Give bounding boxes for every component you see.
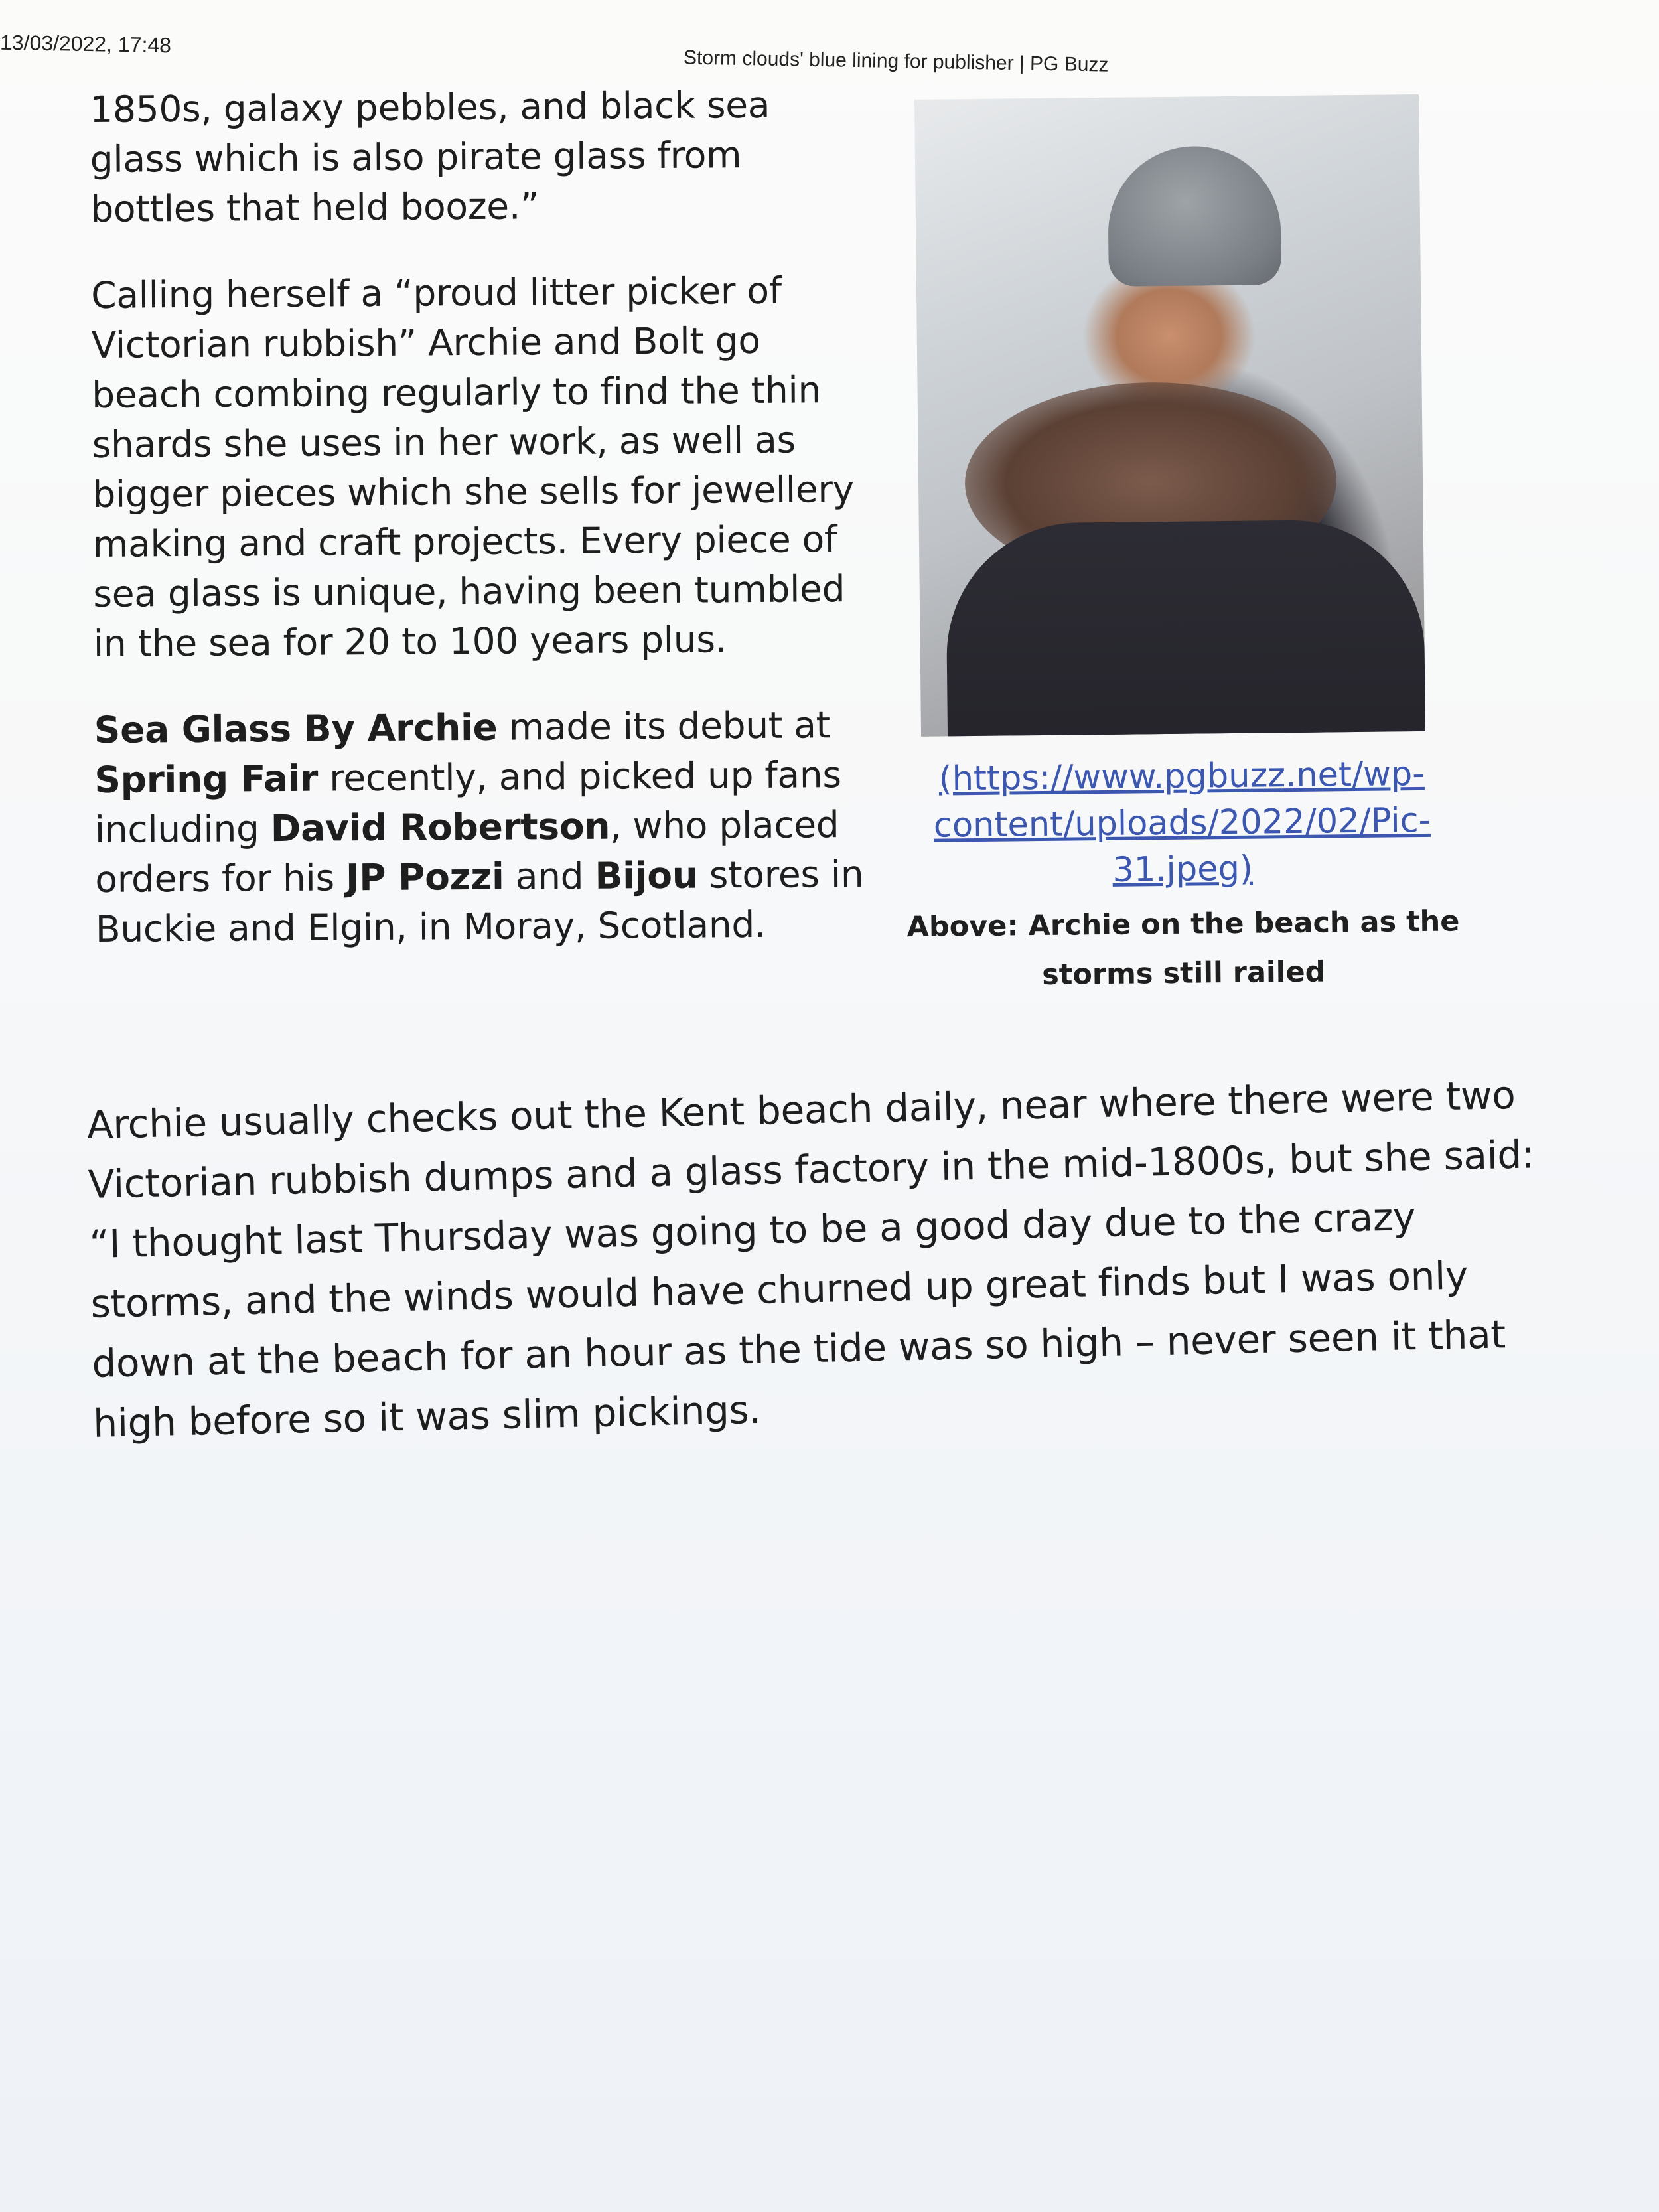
person-name: David Robertson (270, 804, 611, 850)
archie-beach-photo (914, 94, 1425, 737)
left-column (90, 80, 873, 991)
store-name-2: Bijou (595, 853, 698, 897)
paragraph-litter-picker: Calling herself a “proud litter picker of Victorian rubbish” Archie and Bolt go beach combing regularly to find the thin shards she uses in her work, as well as bigger pieces which she sells for jewellery making and craft projects. Every piece of sea glass is unique, having been tumbled in the sea for 20 to 100 years plus. (90, 269, 855, 665)
paragraph-sea-glass-types: 1850s, galaxy pebbles, and black sea glass which is also pirate glass from bottles that held booze.” (90, 83, 770, 230)
fair-name: Spring Fair (94, 757, 319, 801)
print-header (0, 32, 1659, 85)
photo-hat-shape (1108, 145, 1281, 287)
image-link[interactable]: (https://www.pgbuzz.net/wp-content/uploads/2022/02/Pic-31.jpeg) (933, 754, 1431, 890)
print-page-title: Storm clouds' blue lining for publisher | PG Buzz (683, 46, 1109, 76)
store-name-1: JP Pozzi (345, 855, 504, 899)
body-text (86, 1065, 1541, 1490)
figure (906, 94, 1460, 1001)
photo-coat-shape (946, 519, 1425, 737)
paragraph-kent-beach: Archie usually checks out the Kent beach daily, near where there were two Victorian rubbish dumps and a glass factory in the mid-1800s, but she said: “I thought last Thursday was going to be a good day due to the crazy storms, and the winds would have churned up great finds but I was only down at the beach for an hour as the tide was so high – never seen it that high before so it was slim pickings. (86, 1072, 1535, 1446)
print-date: 13/03/2022, 17:48 (0, 30, 172, 58)
image-caption: Above: Archie on the beach as the storms still railed (906, 905, 1460, 992)
paragraph-spring-fair: Sea Glass By Archie made its debut at Spring Fair recently, and picked up fans including David Robertson, who placed orders for his JP Pozzi and Bijou stores in Buckie and Elgin, in Moray, Scotland. (94, 703, 864, 950)
brand-name: Sea Glass By Archie (94, 705, 498, 751)
